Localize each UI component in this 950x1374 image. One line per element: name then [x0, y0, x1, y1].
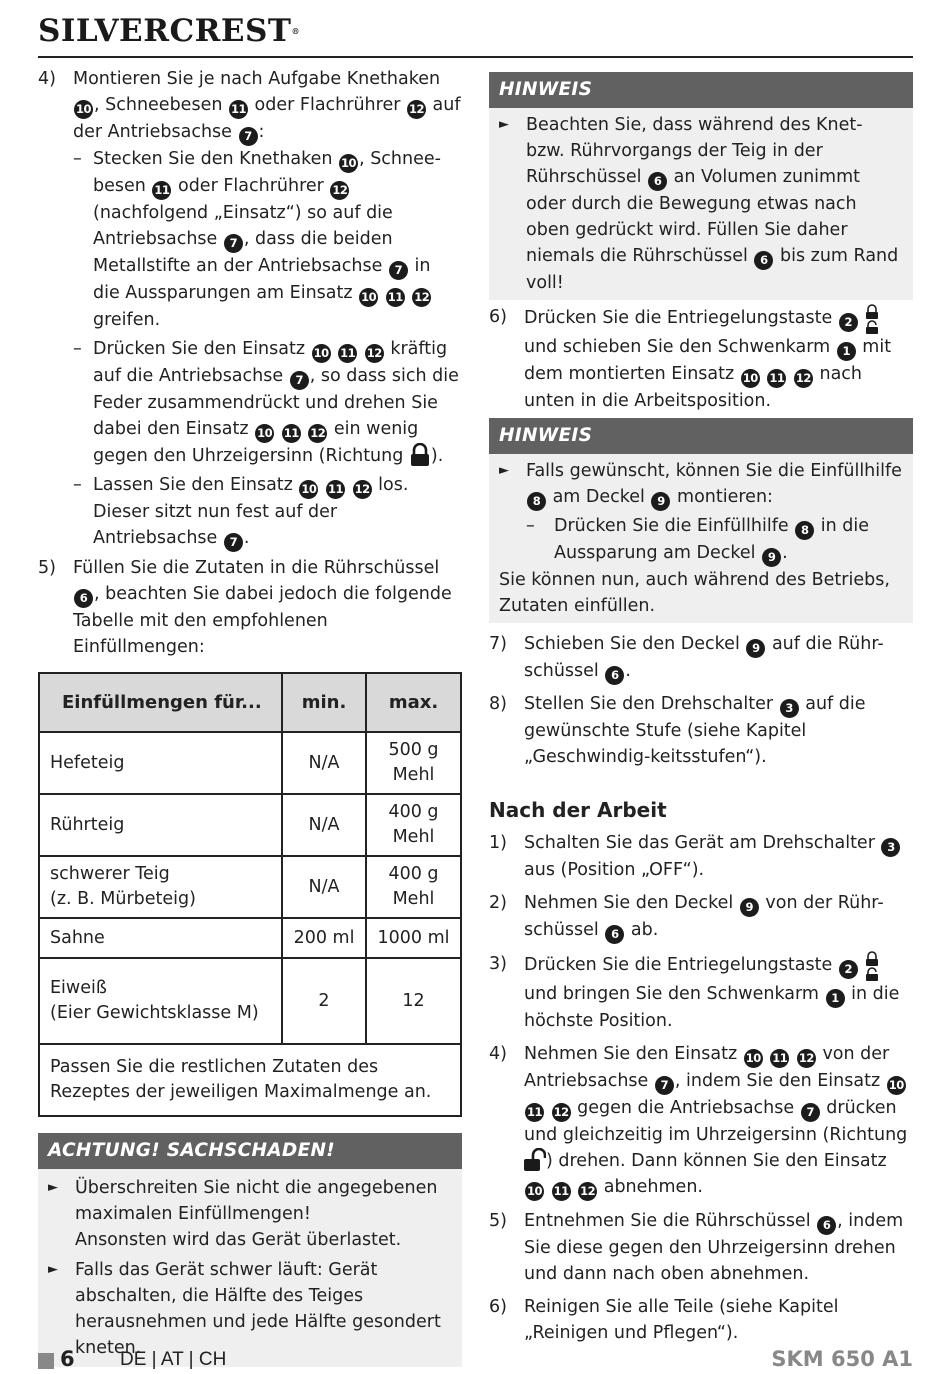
- part-number-badge: 8: [527, 492, 546, 511]
- lock-icon: [409, 443, 431, 467]
- part-number-badge: 12: [794, 369, 813, 388]
- part-number-badge: 6: [648, 172, 667, 191]
- step-4: 4) Montieren Sie je nach Aufgabe Knethaken 10 , Schneebesen 11 oder Flachrührer 12 auf der Antriebsachse 7 :: [38, 66, 462, 146]
- table-cell-min: N/A: [282, 856, 366, 918]
- table-row: [39, 794, 461, 856]
- step-7: 7) Schieben Sie den Deckel 9 auf die Rühr-schüssel 6 .: [489, 631, 913, 685]
- part-number-badge: 10: [744, 1049, 763, 1068]
- part-number-badge: 12: [365, 344, 384, 363]
- part-number-badge: 11: [152, 181, 171, 200]
- table-cell-max: 12: [366, 958, 461, 1044]
- table-cell-max: 400 g Mehl: [366, 794, 461, 856]
- table-header: min.: [282, 673, 366, 732]
- part-number-badge: 8: [795, 521, 814, 540]
- release-button-icon: [864, 304, 880, 334]
- table-row: [39, 732, 461, 794]
- table-cell-label: schwerer Teig (z. B. Mürbeteig): [39, 856, 282, 918]
- table-row: [39, 958, 461, 1044]
- page-number: 6: [60, 1347, 75, 1371]
- part-number-badge: 10: [741, 369, 760, 388]
- part-number-badge: 12: [412, 288, 431, 307]
- step-8: 8) Stellen Sie den Drehschalter 3 auf die gewünschte Stufe (siehe Kapitel „Geschwindig-keitsstufen“).: [489, 694, 866, 767]
- note-title: HINWEIS: [489, 418, 913, 454]
- part-number-badge: 12: [552, 1103, 571, 1122]
- part-number-badge: 7: [239, 127, 258, 146]
- table-cell-max: 500 g Mehl: [366, 732, 461, 794]
- part-number-badge: 10: [74, 100, 93, 119]
- table-row: [39, 856, 461, 918]
- table-header: max.: [366, 673, 461, 732]
- part-number-badge: 7: [801, 1103, 820, 1122]
- table-row: [39, 918, 461, 958]
- table-cell-min: 200 ml: [282, 918, 366, 958]
- part-number-badge: 7: [389, 261, 408, 280]
- part-number-badge: 11: [338, 344, 357, 363]
- part-number-badge: 12: [330, 181, 349, 200]
- part-number-badge: 1: [826, 989, 845, 1008]
- table-cell-label: Eiweiß (Eier Gewichtsklasse M): [39, 958, 282, 1044]
- part-number-badge: 3: [780, 699, 799, 718]
- step-6: 6) Drücken Sie die Entriegelungstaste 2 und schieben Sie den Schwenkarm 1 mit dem montierten Einsatz 10 11 12 nach unten in die Arbeitsposition.: [489, 304, 913, 414]
- part-number-badge: 10: [359, 288, 378, 307]
- fill-quantity-table: [38, 672, 462, 1117]
- after-work-step: 4) Nehmen Sie den Einsatz 10 11 12 von der Antriebsachse 7 , indem Sie den Einsatz 10 11 12 gegen die Antriebsachse 7 drücken und gleichzeitig im Uhrzeigersinn (Richtung ) drehen. Dann können Sie den Einsatz 10 11 12 abnehmen.: [489, 1041, 913, 1201]
- caution-title: ACHTUNG! SACHSCHADEN!: [38, 1133, 462, 1169]
- step-4-sub-2: – Drücken Sie den Einsatz 10 11 12 kräftig auf die Antriebsachse 7 , so dass sich die Feder zusammendrückt und drehen Sie dabei den Einsatz 10 11 12 ein wenig gegen den Uhrzeigersinn (Richtung ).: [73, 339, 459, 466]
- part-number-badge: 9: [740, 898, 759, 917]
- table-cell-max: 400 g Mehl: [366, 856, 461, 918]
- part-number-badge: 10: [525, 1182, 544, 1201]
- note-title: HINWEIS: [489, 72, 913, 108]
- right-column: [489, 72, 913, 1346]
- language-codes: DE | AT | CH: [120, 1349, 227, 1370]
- part-number-badge: 12: [308, 424, 327, 443]
- part-number-badge: 11: [525, 1103, 544, 1122]
- part-number-badge: 9: [762, 548, 781, 567]
- part-number-badge: 12: [797, 1049, 816, 1068]
- caution-box: [38, 1133, 462, 1367]
- left-column: [38, 66, 462, 1367]
- after-work-step: 6) Reinigen Sie alle Teile (siehe Kapitel „Reinigen und Pflegen“).: [489, 1297, 839, 1343]
- header-divider: [38, 56, 913, 58]
- step-5: 5) Füllen Sie die Zutaten in die Rührschüssel 6 , beachten Sie dabei jedoch die folgende Tabelle mit den empfohlenen Einfüllmengen:: [38, 558, 452, 657]
- part-number-badge: 12: [578, 1182, 597, 1201]
- note-box-2: HINWEIS ► Falls gewünscht, können Sie die Einfüllhilfe 8 am Deckel 9 montieren: – Drücken Sie die Einfüllhilfe 8 in die Aussparung am Deckel 9 . Sie können nun, auch während des Betriebs, Zutaten einfüllen.: [489, 418, 913, 623]
- part-number-badge: 3: [881, 838, 900, 857]
- part-number-badge: 6: [817, 1216, 836, 1235]
- after-work-step: 3) Drücken Sie die Entriegelungstaste 2 und bringen Sie den Schwenkarm 1 in die höchste Position.: [489, 951, 913, 1034]
- unlock-icon: [524, 1148, 546, 1172]
- part-number-badge: 7: [290, 371, 309, 390]
- table-header: Einfüllmengen für...: [39, 673, 282, 732]
- release-button-icon: [864, 951, 880, 981]
- part-number-badge: 10: [887, 1076, 906, 1095]
- table-cell-label: Rührteig: [39, 794, 282, 856]
- section-title: Nach der Arbeit: [489, 798, 667, 822]
- table-cell-label: Sahne: [39, 918, 282, 958]
- part-number-badge: 10: [255, 424, 274, 443]
- part-number-badge: 2: [839, 960, 858, 979]
- brand-logo: SILVERCREST®: [38, 13, 300, 49]
- table-cell-min: N/A: [282, 732, 366, 794]
- part-number-badge: 12: [407, 100, 426, 119]
- part-number-badge: 2: [839, 313, 858, 332]
- table-cell-min: N/A: [282, 794, 366, 856]
- part-number-badge: 12: [353, 480, 372, 499]
- footer-square: [38, 1353, 54, 1369]
- part-number-badge: 6: [605, 666, 624, 685]
- note-box-1: HINWEIS ► Beachten Sie, dass während des Knet- bzw. Rührvorgangs der Teig in der Rührschüssel 6 an Volumen zunimmt oder durch die Bewegung etwas nach oben gedrückt wird. Füllen Sie daher niemals die Rührschüssel 6 bis zum Rand voll!: [489, 72, 913, 300]
- part-number-badge: 11: [767, 369, 786, 388]
- after-work-steps: [489, 830, 913, 1346]
- after-work-step: 2) Nehmen Sie den Deckel 9 von der Rühr-schüssel 6 ab.: [489, 890, 913, 944]
- after-work-step: 5) Entnehmen Sie die Rührschüssel 6 , indem Sie diese gegen den Uhrzeigersinn drehen und dann nach oben abnehmen.: [489, 1211, 904, 1284]
- part-number-badge: 7: [224, 533, 243, 552]
- part-number-badge: 6: [605, 925, 624, 944]
- part-number-badge: 9: [746, 639, 765, 658]
- table-cell-label: Hefeteig: [39, 732, 282, 794]
- part-number-badge: 11: [229, 100, 248, 119]
- part-number-badge: 11: [770, 1049, 789, 1068]
- part-number-badge: 9: [651, 492, 670, 511]
- part-number-badge: 6: [74, 589, 93, 608]
- part-number-badge: 11: [282, 424, 301, 443]
- step-4-text: Montieren Sie je nach Aufgabe Knethaken 10 , Schneebesen 11 oder Flachrührer 12 auf der Antriebsachse 7 :: [73, 66, 462, 146]
- part-number-badge: 10: [339, 154, 358, 173]
- part-number-badge: 11: [326, 480, 345, 499]
- caution-item: ► Falls das Gerät schwer läuft: Gerät abschalten, die Hälfte des Teiges herausnehmen und jede Hälfte gesondert kneten.: [48, 1260, 441, 1358]
- part-number-badge: 1: [837, 342, 856, 361]
- part-number-badge: 11: [386, 288, 405, 307]
- table-cell-max: 1000 ml: [366, 918, 461, 958]
- step-4-sub-1: – Stecken Sie den Knethaken 10 , Schnee-besen 11 oder Flachrührer 12 (nachfolgend „Einsatz“) so auf die Antriebsachse 7 , dass die beiden Metallstifte an der Antriebsachse 7 in die Aussparungen am Einsatz 10 11 12 greifen.: [73, 149, 441, 330]
- model-number: SKM 650 A1: [771, 1347, 913, 1371]
- part-number-badge: 6: [754, 251, 773, 270]
- caution-item: ► Überschreiten Sie nicht die angegebenen maximalen Einfüllmengen! Ansonsten wird das Gerät überlastet.: [48, 1178, 438, 1250]
- part-number-badge: 7: [224, 234, 243, 253]
- table-cell-min: 2: [282, 958, 366, 1044]
- footer: [38, 1346, 913, 1374]
- part-number-badge: 10: [312, 344, 331, 363]
- table-footnote: Passen Sie die restlichen Zutaten des Rezeptes der jeweiligen Maximalmenge an.: [39, 1044, 461, 1116]
- after-work-step: 1) Schalten Sie das Gerät am Drehschalter 3 aus (Position „OFF“).: [489, 830, 913, 883]
- step-4-sub-3: – Lassen Sie den Einsatz 10 11 12 los. Dieser sitzt nun fest auf der Antriebsachse 7 .: [73, 472, 462, 552]
- part-number-badge: 11: [552, 1182, 571, 1201]
- part-number-badge: 7: [655, 1076, 674, 1095]
- part-number-badge: 10: [299, 480, 318, 499]
